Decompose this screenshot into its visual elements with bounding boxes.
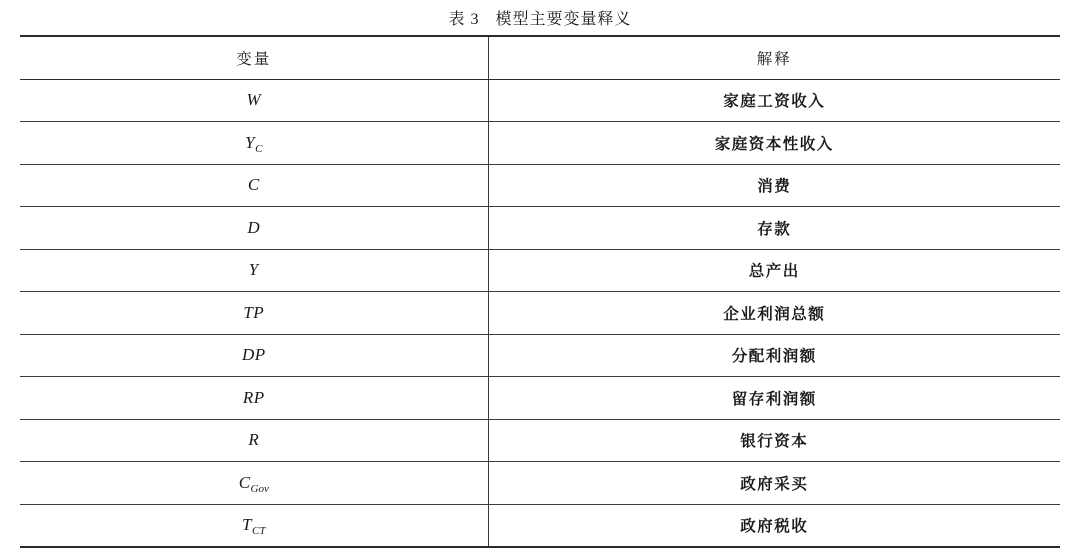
symbol-base: R — [248, 430, 260, 450]
cell-meaning — [488, 419, 1060, 462]
cell-meaning — [488, 207, 1060, 250]
cell-meaning — [488, 122, 1060, 165]
symbol-base: RP — [242, 387, 265, 407]
meaning-text: 家庭资本性收入 — [714, 135, 834, 153]
meaning-text: 留存利润额 — [731, 390, 817, 408]
table-row — [20, 334, 1060, 377]
symbol-text — [247, 218, 260, 237]
symbol-text — [242, 345, 266, 364]
cell-symbol — [20, 249, 488, 292]
table-row — [20, 79, 1060, 122]
symbol-text — [242, 515, 266, 538]
symbol-base: T — [242, 515, 253, 535]
header-label-variable: 变量 — [236, 50, 272, 68]
meaning-text: 家庭工资收入 — [723, 93, 826, 111]
meaning-text: 企业利润总额 — [723, 305, 826, 323]
symbol-base: C — [238, 472, 251, 492]
symbol-text — [245, 132, 263, 155]
cell-symbol — [20, 462, 488, 505]
cell-symbol — [20, 207, 488, 250]
meaning-text: 银行资本 — [740, 433, 809, 451]
table-body — [20, 36, 1060, 547]
cell-meaning — [488, 79, 1060, 122]
symbol-text — [249, 260, 259, 279]
symbol-base: TP — [243, 302, 265, 322]
header-cell-variable — [20, 36, 488, 79]
symbol-text — [248, 175, 260, 194]
table-row — [20, 207, 1060, 250]
symbol-text — [248, 430, 259, 449]
symbol-base: D — [247, 217, 261, 237]
symbol-base: C — [247, 175, 260, 195]
symbol-text — [246, 90, 261, 109]
table-row — [20, 462, 1060, 505]
cell-symbol — [20, 334, 488, 377]
cell-symbol — [20, 419, 488, 462]
symbol-text — [238, 472, 269, 495]
cell-symbol — [20, 292, 488, 335]
meaning-text: 分配利润额 — [731, 348, 817, 366]
cell-meaning — [488, 334, 1060, 377]
cell-meaning — [488, 164, 1060, 207]
table-row — [20, 504, 1060, 547]
header-cell-explanation — [488, 36, 1060, 79]
symbol-base: DP — [241, 345, 266, 365]
cell-meaning — [488, 292, 1060, 335]
meaning-text: 消费 — [757, 178, 792, 196]
table-header-row — [20, 36, 1060, 79]
table-row — [20, 249, 1060, 292]
cell-meaning — [488, 377, 1060, 420]
symbol-base: Y — [248, 260, 259, 280]
symbol-subscript: C — [255, 142, 263, 155]
table-caption — [0, 0, 1080, 35]
meaning-text: 存款 — [757, 220, 792, 238]
table-row — [20, 377, 1060, 420]
cell-meaning — [488, 462, 1060, 505]
table-row — [20, 164, 1060, 207]
symbol-text — [243, 303, 264, 322]
header-label-explanation: 解释 — [756, 50, 792, 68]
meaning-text: 政府采买 — [740, 475, 809, 493]
cell-meaning — [488, 249, 1060, 292]
symbol-subscript: Gov — [250, 482, 269, 495]
cell-symbol — [20, 377, 488, 420]
cell-symbol — [20, 79, 488, 122]
meaning-text: 政府税收 — [740, 518, 809, 536]
table-row — [20, 419, 1060, 462]
cell-symbol — [20, 122, 488, 165]
cell-symbol — [20, 164, 488, 207]
symbol-base: W — [246, 90, 262, 110]
cell-meaning — [488, 504, 1060, 547]
cell-symbol — [20, 504, 488, 547]
table-title: 模型主要变量释义 — [495, 11, 632, 28]
symbol-base: Y — [245, 132, 256, 152]
symbol-text — [243, 388, 265, 407]
meaning-text: 总产出 — [748, 263, 800, 281]
symbol-subscript: CT — [252, 525, 266, 538]
variables-table — [20, 35, 1060, 548]
table-number: 表 3 — [448, 11, 480, 28]
table-row — [20, 122, 1060, 165]
table-row — [20, 292, 1060, 335]
